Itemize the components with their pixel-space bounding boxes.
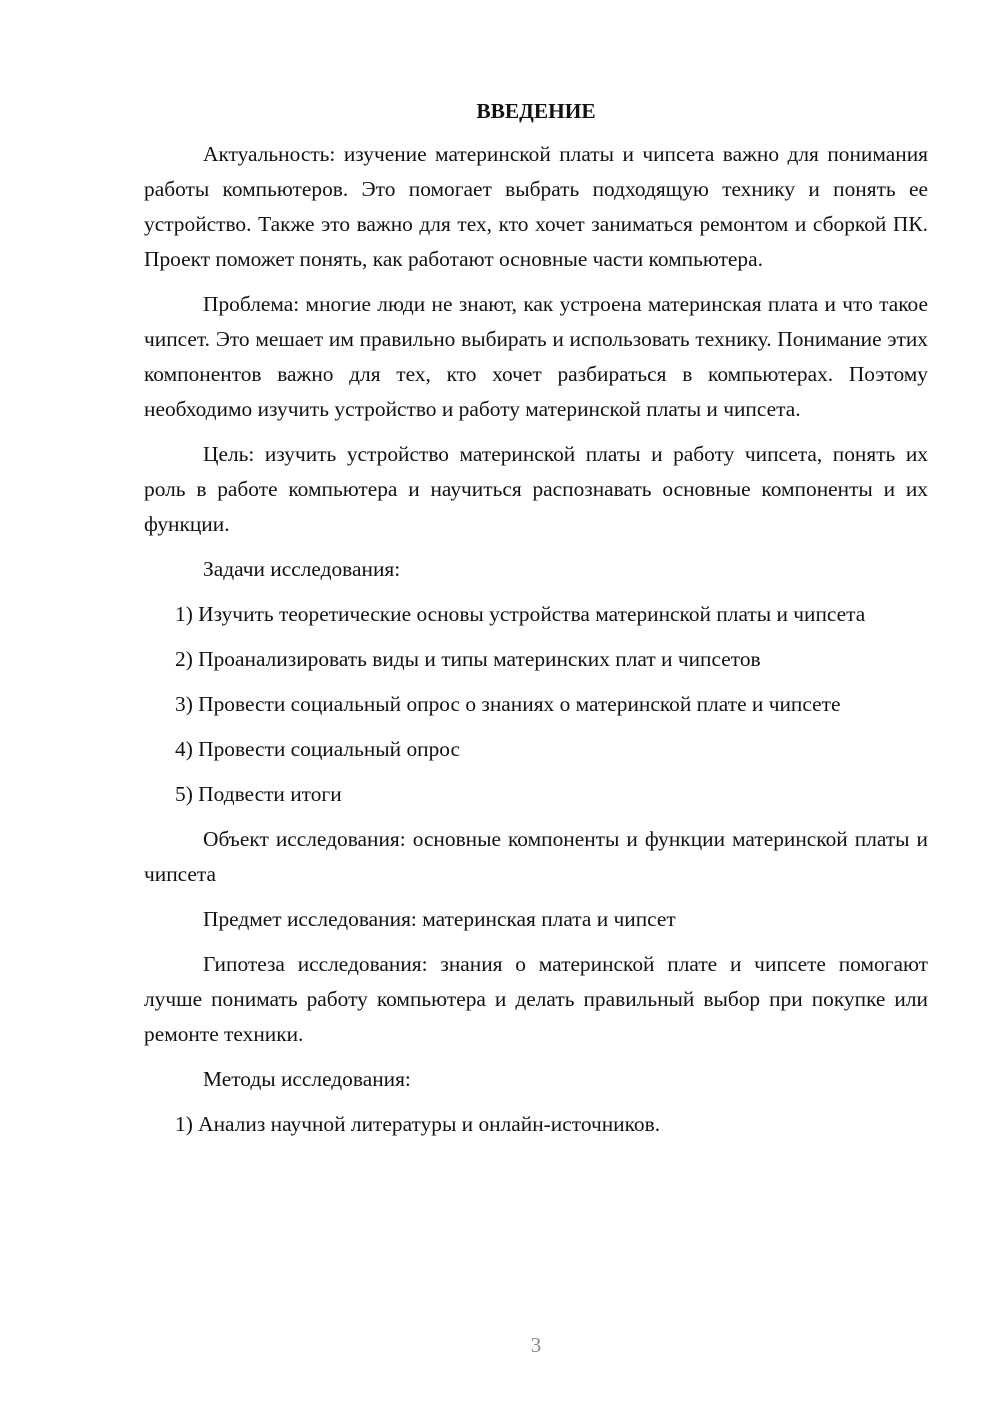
paragraph-goal: Цель: изучить устройство материнской платы и работу чипсета, понять их роль в работе компьютера и научиться распознавать основные компоненты и их функции. <box>144 442 928 536</box>
task-item-3: 3) Провести социальный опрос о знаниях о материнской плате и чипсете <box>175 692 841 716</box>
paragraph-subject: Предмет исследования: материнская плата и чипсет <box>203 907 676 931</box>
task-item-4: 4) Провести социальный опрос <box>175 737 461 761</box>
section-title: ВВЕДЕНИЕ <box>476 99 596 123</box>
tasks-heading: Задачи исследования: <box>203 557 401 581</box>
task-item-2: 2) Проанализировать виды и типы материнских плат и чипсетов <box>175 647 761 671</box>
task-item-5: 5) Подвести итоги <box>175 782 342 806</box>
paragraph-relevance: Актуальность: изучение материнской платы и чипсета важно для понимания работы компьютеров. Это помогает выбрать подходящую технику и понять ее устройство. Также это важно для тех, кто хочет заниматься ремонтом и сборкой ПК. Проект поможет понять, как работают основные части компьютера. <box>144 142 928 271</box>
document-page <box>144 96 928 1152</box>
paragraph-object: Объект исследования: основные компоненты и функции материнской платы и чипсета <box>144 827 928 886</box>
page-number: 3 <box>530 1333 542 1357</box>
method-item-1: 1) Анализ научной литературы и онлайн-источников. <box>175 1112 661 1136</box>
paragraph-problem: Проблема: многие люди не знают, как устроена материнская плата и что такое чипсет. Это мешает им правильно выбирать и использовать технику. Понимание этих компонентов важно для тех, кто хочет разбираться в компьютерах. Поэтому необходимо изучить устройство и работу материнской платы и чипсета. <box>144 292 928 421</box>
paragraph-hypothesis: Гипотеза исследования: знания о материнской плате и чипсете помогают лучше понимать работу компьютера и делать правильный выбор при покупке или ремонте техники. <box>144 952 928 1046</box>
task-item-1: 1) Изучить теоретические основы устройства материнской платы и чипсета <box>175 602 866 626</box>
methods-heading: Методы исследования: <box>203 1067 411 1091</box>
